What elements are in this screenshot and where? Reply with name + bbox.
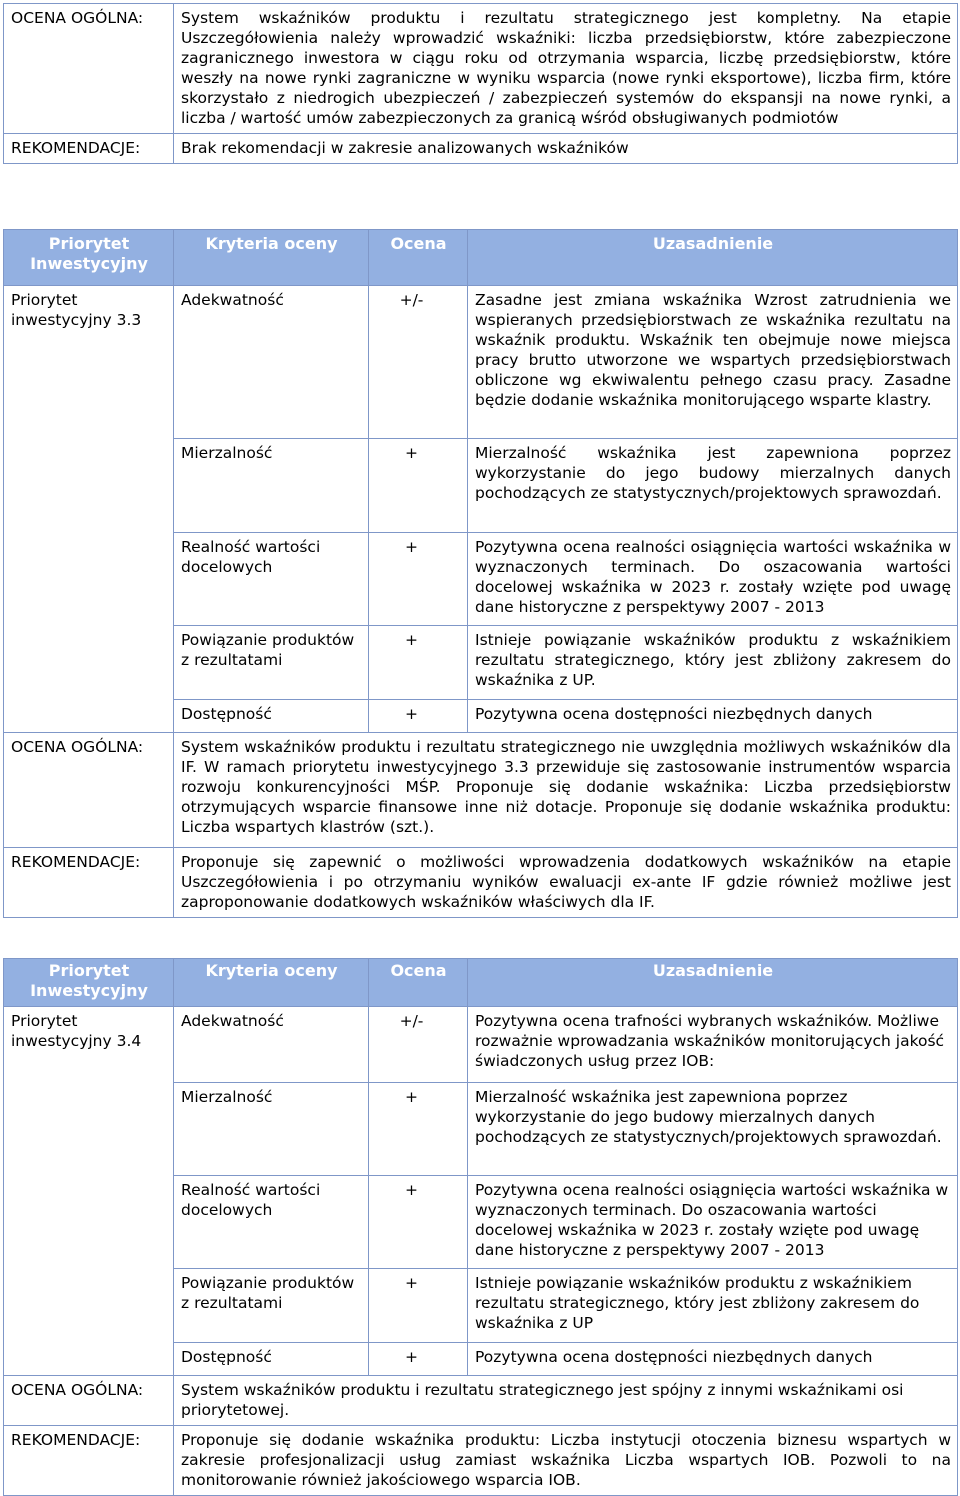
justification: Zasadne jest zmiana wskaźnika Wzrost zatrudnienia we wspieranych przedsiębiorstwach ze wskaźnika rezultatu na wskaźnik produktu. Wskaźnik ten obejmuje nowe miejsca pracy brutto utworzone we wspartych przedsiębiorstwach obliczone wg ekwiwalentu pełnego czasu pracy. Zasadne będzie dodanie wskaźnika monitorującego wsparte klastry. <box>468 286 958 439</box>
header-priorytet: Priorytet Inwestycyjny <box>4 959 174 1007</box>
criterion: Powiązanie produktów z rezultatami <box>174 626 369 700</box>
justification: Pozytywna ocena dostępności niezbędnych danych <box>468 1343 958 1376</box>
score: + <box>369 439 468 533</box>
priority-label: Priorytet inwestycyjny 3.4 <box>4 1007 174 1376</box>
priority-label: Priorytet inwestycyjny 3.3 <box>4 286 174 733</box>
criterion: Mierzalność <box>174 1083 369 1176</box>
rekomendacje-label: REKOMENDACJE: <box>4 1426 174 1496</box>
score: +/- <box>369 1007 468 1083</box>
score: + <box>369 1083 468 1176</box>
justification: Mierzalność wskaźnika jest zapewniona poprzez wykorzystanie do jego budowy mierzalnych danych pochodzących ze statystycznych/projektowych sprawozdań. <box>468 439 958 533</box>
justification: Pozytywna ocena realności osiągnięcia wartości wskaźnika w wyznaczonych terminach. Do oszacowania wartości docelowej wskaźnika w 2023 r. zostały wzięte pod uwagę dane historyczne z perspektywy 2007 - 2013 <box>468 533 958 626</box>
ocena-label: OCENA OGÓLNA: <box>4 733 174 848</box>
ocena-text: System wskaźników produktu i rezultatu strategicznego jest kompletny. Na etapie Uszczegółowienia należy wprowadzić wskaźniki: liczba przedsiębiorstw, które zabezpieczone zagranicznego inwestora w ciągu roku od otrzymania wsparcia, liczbę przedsiębiorstw, które weszły na nowe rynki zagraniczne w wyniku wsparcia (nowe rynki eksportowe), liczba firm, które skorzystało z niedrogich ubezpieczeń / zabezpieczeń systemów do ekspansji na nowe rynki, a liczba / wartość umów zabezpieczonych za granicą wśród obsługiwanych podmiotów <box>174 4 958 134</box>
header-kryteria: Kryteria oceny <box>174 230 369 286</box>
ocena-text: System wskaźników produktu i rezultatu strategicznego jest spójny z innymi wskaźnikami osi priorytetowej. <box>174 1376 958 1426</box>
score: + <box>369 1269 468 1343</box>
ocena-label: OCENA OGÓLNA: <box>4 1376 174 1426</box>
ocena-label: OCENA OGÓLNA: <box>4 4 174 134</box>
priority-3-4-table <box>3 958 958 1496</box>
criterion: Mierzalność <box>174 439 369 533</box>
score: + <box>369 700 468 733</box>
justification: Istnieje powiązanie wskaźników produktu z wskaźnikiem rezultatu strategicznego, który jest zbliżony zakresem do wskaźnika z UP. <box>468 626 958 700</box>
header-kryteria: Kryteria oceny <box>174 959 369 1007</box>
priority-3-3-table <box>3 229 958 918</box>
header-uzasadnienie: Uzasadnienie <box>468 230 958 286</box>
justification: Pozytywna ocena realności osiągnięcia wartości wskaźnika w wyznaczonych terminach. Do oszacowania wartości docelowej wskaźnika w 2023 r. zostały wzięte pod uwagę dane historyczne z perspektywy 2007 - 2013 <box>468 1176 958 1269</box>
rekomendacje-label: REKOMENDACJE: <box>4 848 174 918</box>
rekomendacje-label: REKOMENDACJE: <box>4 134 174 164</box>
header-ocena: Ocena <box>369 230 468 286</box>
justification: Istnieje powiązanie wskaźników produktu z wskaźnikiem rezultatu strategicznego, który jest zbliżony zakresem do wskaźnika z UP <box>468 1269 958 1343</box>
criterion: Realność wartości docelowych <box>174 533 369 626</box>
score: +/- <box>369 286 468 439</box>
header-uzasadnienie: Uzasadnienie <box>468 959 958 1007</box>
header-priorytet: Priorytet Inwestycyjny <box>4 230 174 286</box>
score: + <box>369 626 468 700</box>
rekomendacje-text: Proponuje się dodanie wskaźnika produktu: Liczba instytucji otoczenia biznesu wspartych w zakresie profesjonalizacji usług zamiast wskaźnika Liczba wspartych IOB. Pozwoli to na monitorowanie również jakościowego wsparcia IOB. <box>174 1426 958 1496</box>
score: + <box>369 1343 468 1376</box>
criterion: Adekwatność <box>174 286 369 439</box>
score: + <box>369 533 468 626</box>
justification: Pozytywna ocena trafności wybranych wskaźników. Możliwe rozważnie wprowadzania wskaźników monitorujących jakość świadczonych usług przez IOB: <box>468 1007 958 1083</box>
justification: Pozytywna ocena dostępności niezbędnych danych <box>468 700 958 733</box>
rekomendacje-text: Proponuje się zapewnić o możliwości wprowadzenia dodatkowych wskaźników na etapie Uszczegółowienia i po otrzymaniu wyników ewaluacji ex-ante IF gdzie również możliwe jest zaproponowanie dodatkowych wskaźników właściwych dla IF. <box>174 848 958 918</box>
criterion: Dostępność <box>174 1343 369 1376</box>
justification: Mierzalność wskaźnika jest zapewniona poprzez wykorzystanie do jego budowy mierzalnych danych pochodzących ze statystycznych/projektowych sprawozdań. <box>468 1083 958 1176</box>
criterion: Powiązanie produktów z rezultatami <box>174 1269 369 1343</box>
header-ocena: Ocena <box>369 959 468 1007</box>
criterion: Dostępność <box>174 700 369 733</box>
score: + <box>369 1176 468 1269</box>
ocena-text: System wskaźników produktu i rezultatu strategicznego nie uwzględnia możliwych wskaźników dla IF. W ramach priorytetu inwestycyjnego 3.3 przewiduje się zastosowanie instrumentów wsparcia rozwoju konkurencyjności MŚP. Proponuje się dodanie wskaźnika: Liczba przedsiębiorstw otrzymujących wsparcie finansowe inne niż dotacje. Proponuje się dodanie wskaźnika produktu: Liczba wspartych klastrów (szt.). <box>174 733 958 848</box>
criterion: Realność wartości docelowych <box>174 1176 369 1269</box>
criterion: Adekwatność <box>174 1007 369 1083</box>
rekomendacje-text: Brak rekomendacji w zakresie analizowanych wskaźników <box>174 134 958 164</box>
top-summary-table <box>3 3 958 164</box>
